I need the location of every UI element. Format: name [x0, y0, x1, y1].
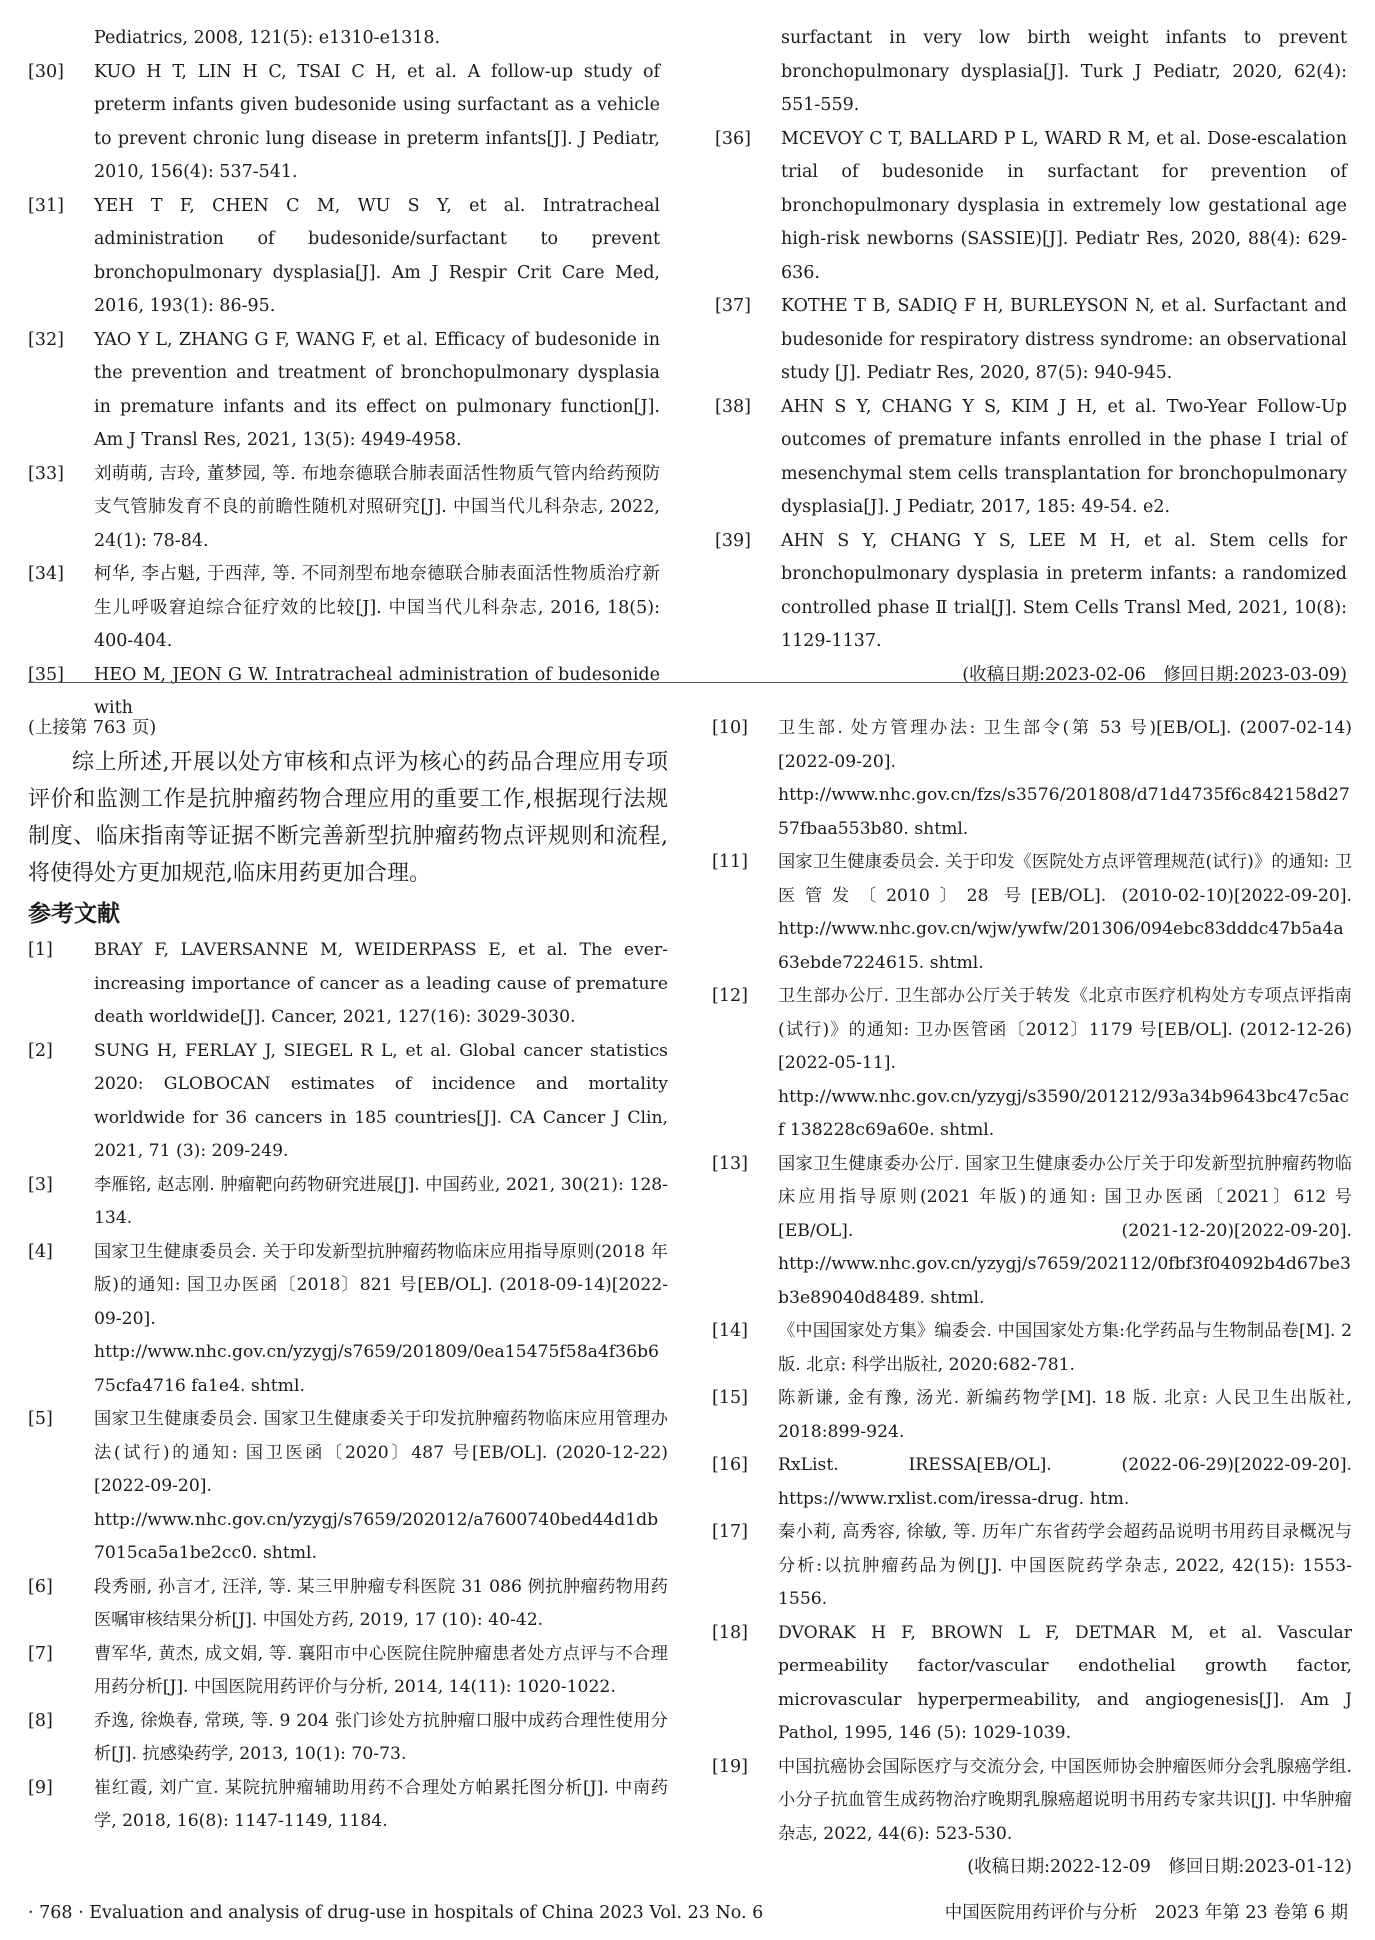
- reference-item: [28, 1571, 668, 1638]
- reference-item: [712, 712, 1352, 846]
- reference-item: [28, 934, 668, 1035]
- reference-item: [28, 1705, 668, 1772]
- reference-number: [7]: [28, 1643, 53, 1664]
- reference-item: [712, 1516, 1352, 1617]
- reference-text: AHN S Y, CHANG Y S, LEE M H, et al. Stem cells for bronchopulmonary dysplasia in preterm infants: a randomized controlled phase Ⅱ trial[J]. Stem Cells Transl Med, 2021, 10(8): 1129-1137.: [781, 530, 1347, 651]
- reference-number: [15]: [712, 1388, 748, 1408]
- reference-number: [37]: [715, 296, 751, 316]
- reference-number: [38]: [715, 396, 751, 417]
- reference-text: 李雁铭, 赵志刚. 肿瘤靶向药物研究进展[J]. 中国药业, 2021, 30(21): 128-134.: [94, 1174, 668, 1228]
- reference-number: [13]: [712, 1153, 748, 1174]
- reference-number: [33]: [28, 463, 64, 484]
- reference-text: KUO H T, LIN H C, TSAI C H, et al. A follow-up study of preterm infants given budesonide using surfactant as a vehicle to prevent chronic lung disease in preterm infants[J]. J Pediatr, 2010, 156(4): 537-541.: [94, 61, 660, 182]
- reference-text: 国家卫生健康委员会. 国家卫生健康委关于印发抗肿瘤药物临床应用管理办法(试行)的通知: 国卫医函〔2020〕487 号[EB/OL]. (2020-12-22)[2022-09-20]. http://www.nhc.gov.cn/yzygj/s7659/202012/a7600740bed44d1db7015ca5a1be2cc0. shtml.: [94, 1409, 668, 1563]
- reference-number: [1]: [28, 940, 53, 960]
- top-right-column: [715, 22, 1347, 692]
- reference-item: [28, 1035, 668, 1169]
- reference-text: BRAY F, LAVERSANNE M, WEIDERPASS E, et al. The ever-increasing importance of cancer as a leading cause of premature death worldwide[J]. Cancer, 2021, 127(16): 3029-3030.: [94, 940, 668, 1027]
- reference-text: YAO Y L, ZHANG G F, WANG F, et al. Efficacy of budesonide in the prevention and treatment of bronchopulmonary dysplasia in premature infants and its effect on pulmonary function[J]. Am J Transl Res, 2021, 13(5): 4949-4958.: [94, 329, 660, 450]
- reference-text: DVORAK H F, BROWN L F, DETMAR M, et al. Vascular permeability factor/vascular endothelial growth factor, microvascular hyperpermeability, and angiogenesis[J]. Am J Pathol, 1995, 146 (5): 1029-1039.: [778, 1622, 1352, 1743]
- reference-item: [712, 1315, 1352, 1382]
- reference-item: [28, 558, 660, 659]
- reference-item: [28, 1772, 668, 1839]
- reference-item: [715, 391, 1347, 525]
- reference-item: [28, 190, 660, 324]
- reference-number: [11]: [712, 852, 748, 872]
- reference-number: [12]: [712, 986, 748, 1006]
- reference-text: MCEVOY C T, BALLARD P L, WARD R M, et al. Dose-escalation trial of budesonide in surfactant for prevention of bronchopulmonary dysplasia in extremely low gestational age high-risk newborns (SASSIE)[J]. Pediatr Res, 2020, 88(4): 629-636.: [781, 128, 1347, 283]
- reference-number: [5]: [28, 1409, 53, 1429]
- received-date: (收稿日期:2022-12-09 修回日期:2023-01-12): [967, 1857, 1352, 1877]
- continued-from-note: (上接第 763 页): [28, 718, 157, 738]
- reference-item: [715, 290, 1347, 391]
- reference-text: 卫生部. 处方管理办法: 卫生部令(第 53 号)[EB/OL]. (2007-02-14)[2022-09-20]. http://www.nhc.gov.cn/fzs/s3576/201808/d71d4735f6c842158d2757fbaa553b80. shtml.: [778, 718, 1352, 839]
- reference-text: YEH T F, CHEN C M, WU S Y, et al. Intratracheal administration of budesonide/surfactant to prevent bronchopulmonary dysplasia[J]. Am J Respir Crit Care Med, 2016, 193(1): 86-95.: [94, 195, 660, 316]
- bottom-right-column: [712, 712, 1352, 1885]
- reference-number: [17]: [712, 1522, 748, 1542]
- reference-continuation: Pediatrics, 2008, 121(5): e1310-e1318.: [94, 28, 441, 48]
- reference-number: [35]: [28, 664, 64, 685]
- reference-text: 卫生部办公厅. 卫生部办公厅关于转发《北京市医疗机构处方专项点评指南(试行)》的通知: 卫办医管函〔2012〕1179 号[EB/OL]. (2012-12-26)[2022-05-11]. http://www.nhc.gov.cn/yzygj/s3590/201212/93a34b9643bc47c5acf 138228c69a60e. shtml.: [778, 986, 1352, 1140]
- reference-text: SUNG H, FERLAY J, SIEGEL R L, et al. Global cancer statistics 2020: GLOBOCAN estimates of incidence and mortality worldwide for 36 cancers in 185 countries[J]. CA Cancer J Clin, 2021, 71 (3): 209-249.: [94, 1040, 668, 1161]
- received-date: (收稿日期:2023-02-06 修回日期:2023-03-09): [962, 664, 1347, 685]
- reference-text: 国家卫生健康委办公厅. 国家卫生健康委办公厅关于印发新型抗肿瘤药物临床应用指导原则(2021 年版)的通知: 国卫办医函〔2021〕612 号[EB/OL]. (2021-12-20)[2022-09-20]. http://www.nhc.gov.cn/yzygj/s7659/202112/0fbf3f04092b4d67be3b3e89040d8489. shtml.: [778, 1153, 1352, 1308]
- reference-item: [712, 1382, 1352, 1449]
- reference-text: KOTHE T B, SADIQ F H, BURLEYSON N, et al. Surfactant and budesonide for respiratory distress syndrome: an observational study [J]. Pediatr Res, 2020, 87(5): 940-945.: [781, 296, 1347, 383]
- reference-item: [28, 324, 660, 458]
- summary-paragraph: 综上所述,开展以处方审核和点评为核心的药品合理应用专项评价和监测工作是抗肿瘤药物合理应用的重要工作,根据现行法规制度、临床指南等证据不断完善新型抗肿瘤药物点评规则和流程,将使得处方更加规范,临床用药更加合理。: [28, 750, 668, 886]
- reference-number: [31]: [28, 195, 64, 216]
- footer-right: 中国医院用药评价与分析 2023 年第 23 卷第 6 期: [944, 1903, 1348, 1923]
- reference-item: [712, 980, 1352, 1148]
- reference-text: 柯华, 李占魁, 于西萍, 等. 不同剂型布地奈德联合肺表面活性物质治疗新生儿呼吸窘迫综合征疗效的比较[J]. 中国当代儿科杂志, 2016, 18(5): 400-404.: [94, 564, 660, 651]
- reference-item: [28, 56, 660, 190]
- reference-item: [712, 846, 1352, 980]
- reference-text: 陈新谦, 金有豫, 汤光. 新编药物学[M]. 18 版. 北京: 人民卫生出版社, 2018:899-924.: [778, 1388, 1352, 1442]
- reference-text: 乔逸, 徐焕春, 常瑛, 等. 9 204 张门诊处方抗肿瘤口服中成药合理性使用分析[J]. 抗感染药学, 2013, 10(1): 70-73.: [94, 1710, 668, 1764]
- reference-item: [28, 458, 660, 559]
- reference-text: 国家卫生健康委员会. 关于印发《医院处方点评管理规范(试行)》的通知: 卫医管发〔2010〕28 号[EB/OL]. (2010-02-10)[2022-09-20]. http://www.nhc.gov.cn/wjw/ywfw/201306/094ebc83dddc47b5a4a63ebde7224615. shtml.: [778, 852, 1352, 973]
- reference-text: 曹军华, 黄杰, 成文娟, 等. 襄阳市中心医院住院肿瘤患者处方点评与不合理用药分析[J]. 中国医院用药评价与分析, 2014, 14(11): 1020-1022.: [94, 1643, 668, 1697]
- reference-continuation: surfactant in very low birth weight infants to prevent bronchopulmonary dysplasia[J]. Turk J Pediatr, 2020, 62(4): 551-559.: [781, 28, 1347, 115]
- reference-text: 崔红霞, 刘广宣. 某院抗肿瘤辅助用药不合理处方帕累托图分析[J]. 中南药学, 2018, 16(8): 1147-1149, 1184.: [94, 1777, 668, 1831]
- reference-text: 《中国国家处方集》编委会. 中国国家处方集:化学药品与生物制品卷[M]. 2 版. 北京: 科学出版社, 2020:682-781.: [778, 1321, 1352, 1375]
- reference-number: [6]: [28, 1576, 53, 1597]
- reference-item: [715, 525, 1347, 659]
- reference-number: [9]: [28, 1777, 53, 1798]
- reference-number: [16]: [712, 1455, 748, 1475]
- reference-number: [34]: [28, 564, 64, 584]
- reference-text: 段秀丽, 孙言才, 汪洋, 等. 某三甲肿瘤专科医院 31 086 例抗肿瘤药物用药医嘱审核结果分析[J]. 中国处方药, 2019, 17 (10): 40-42.: [94, 1576, 668, 1630]
- page-footer: [28, 1900, 1348, 1926]
- reference-text: 秦小莉, 高秀容, 徐敏, 等. 历年广东省药学会超药品说明书用药目录概况与分析:以抗肿瘤药品为例[J]. 中国医院药学杂志, 2022, 42(15): 1553-1556.: [778, 1522, 1352, 1609]
- reference-number: [3]: [28, 1174, 53, 1195]
- reference-item: [712, 1148, 1352, 1316]
- reference-number: [2]: [28, 1040, 53, 1061]
- reference-text: HEO M, JEON G W. Intratracheal administration of budesonide with: [94, 664, 660, 718]
- reference-number: [14]: [712, 1321, 748, 1341]
- reference-number: [36]: [715, 128, 751, 149]
- reference-item: [715, 123, 1347, 291]
- top-left-column: [28, 22, 660, 726]
- references-heading: 参考文献: [28, 901, 120, 927]
- bottom-left-column: [28, 712, 668, 1839]
- footer-left: · 768 · Evaluation and analysis of drug-use in hospitals of China 2023 Vol. 23 No. 6: [28, 1903, 764, 1923]
- reference-number: [8]: [28, 1710, 53, 1731]
- reference-text: 国家卫生健康委员会. 关于印发新型抗肿瘤药物临床应用指导原则(2018 年版)的通知: 国卫办医函〔2018〕821 号[EB/OL]. (2018-09-14)[2022-09-20]. http://www.nhc.gov.cn/yzygj/s7659/201809/0ea15475f58a4f36b675cfa4716 fa1e4. shtml.: [94, 1241, 668, 1396]
- reference-number: [19]: [712, 1756, 748, 1777]
- reference-number: [10]: [712, 718, 748, 738]
- reference-number: [4]: [28, 1241, 53, 1262]
- reference-number: [30]: [28, 61, 64, 82]
- reference-item: [712, 1617, 1352, 1751]
- reference-text: 刘萌萌, 吉玲, 董梦园, 等. 布地奈德联合肺表面活性物质气管内给药预防支气管肺发育不良的前瞻性随机对照研究[J]. 中国当代儿科杂志, 2022, 24(1): 78-84.: [94, 463, 660, 551]
- reference-item: [28, 1169, 668, 1236]
- reference-item: [28, 1638, 668, 1705]
- reference-text: RxList. IRESSA[EB/OL]. (2022-06-29)[2022-09-20]. https://www.rxlist.com/iressa-drug. htm.: [778, 1455, 1352, 1509]
- reference-item: [712, 1449, 1352, 1516]
- reference-number: [39]: [715, 530, 751, 551]
- reference-number: [18]: [712, 1622, 748, 1643]
- reference-text: AHN S Y, CHANG Y S, KIM J H, et al. Two-Year Follow-Up outcomes of premature infants enrolled in the phase Ⅰ trial of mesenchymal stem cells transplantation for bronchopulmonary dysplasia[J]. J Pediatr, 2017, 185: 49-54. e2.: [781, 396, 1347, 517]
- reference-text: 中国抗癌协会国际医疗与交流分会, 中国医师协会肿瘤医师分会乳腺癌学组. 小分子抗血管生成药物治疗晚期乳腺癌超说明书用药专家共识[J]. 中华肿瘤杂志, 2022, 44(6): 523-530.: [778, 1756, 1352, 1844]
- reference-item: [28, 1236, 668, 1404]
- reference-number: [32]: [28, 329, 64, 350]
- reference-item: [28, 1403, 668, 1571]
- reference-item: [712, 1751, 1352, 1852]
- article-divider: [28, 682, 1348, 683]
